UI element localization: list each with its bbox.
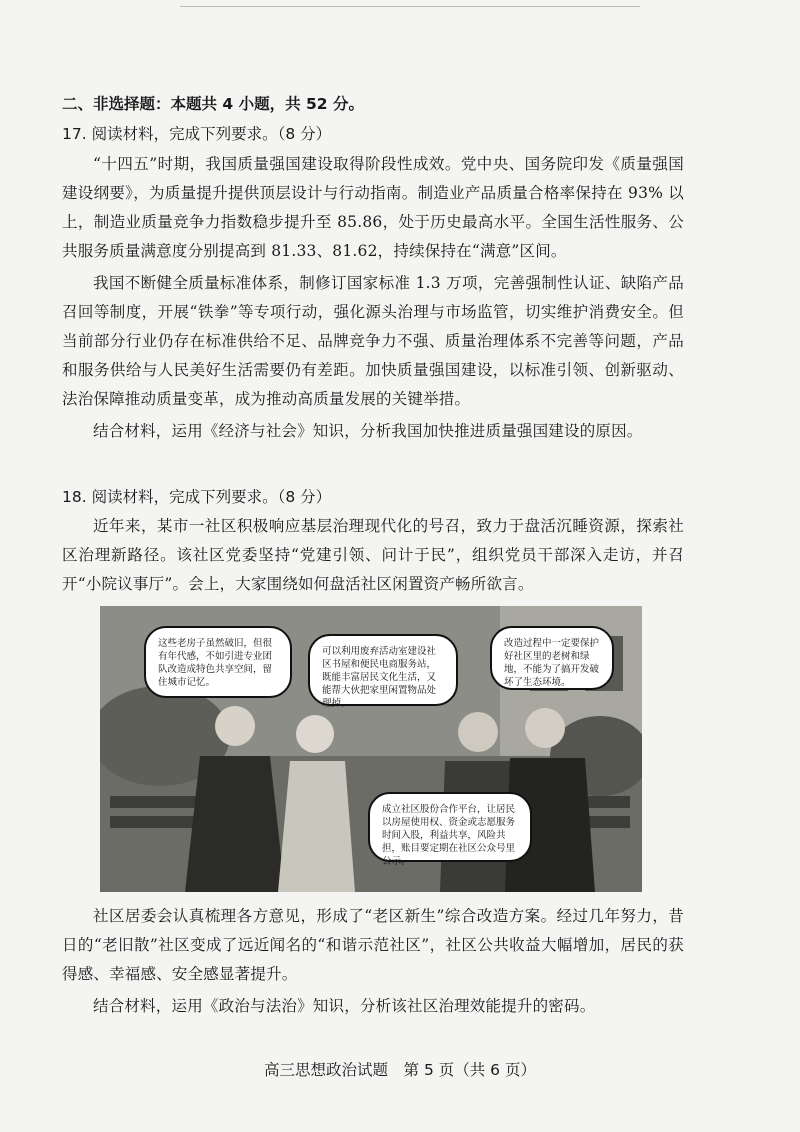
question-18-title: 18. 阅读材料，完成下列要求。（8 分） — [62, 488, 332, 506]
community-meeting-illustration — [100, 606, 642, 892]
speech-bubble-2: 可以利用废弃活动室建设社区书屋和便民电商服务站，既能丰富居民文化生活，又能帮大伙把家里闲置物品处理掉。 — [308, 634, 458, 706]
page-footer: 高三思想政治试题 第 5 页（共 6 页） — [264, 1061, 536, 1079]
q17-question: 结合材料，运用《经济与社会》知识，分析我国加快推进质量强国建设的原因。 — [93, 422, 643, 440]
question-18-material — [62, 512, 684, 599]
q18-paragraph-2: 社区居委会认真梳理各方意见，形成了“老区新生”综合改造方案。经过几年努力，昔日的“老旧散”社区变成了远近闻名的“和谐示范社区”，社区公共收益大幅增加，居民的获得感、幸福感、安全感显著提升。 — [62, 907, 684, 983]
speech-bubble-1: 这些老房子虽然破旧，但很有年代感，不如引进专业团队改造成特色共享空间，留住城市记忆。 — [144, 626, 292, 698]
question-17-material — [62, 150, 684, 446]
question-18-material-continued — [62, 902, 684, 1021]
q18-paragraph-1: 近年来，某市一社区积极响应基层治理现代化的号召，致力于盘活沉睡资源，探索社区治理新路径。该社区党委坚持“党建引领、问计于民”，组织党员干部深入走访，并召开“小院议事厅”。会上，大家围绕如何盘活社区闲置资产畅所欲言。 — [62, 517, 684, 593]
section-title: 二、非选择题：本题共 4 小题，共 52 分。 — [62, 95, 364, 113]
speech-bubble-3: 改造过程中一定要保护好社区里的老树和绿地，不能为了搞开发破坏了生态环境。 — [490, 626, 614, 690]
q17-paragraph-2: 我国不断健全质量标准体系，制修订国家标准 1.3 万项，完善强制性认证、缺陷产品召回等制度，开展“铁拳”等专项行动，强化源头治理与市场监管，切实维护消费安全。但当前部分行业仍存在标准供给不足、品牌竞争力不强、质量治理体系不完善等问题，产品和服务供给与人民美好生活需要仍有差距。加快质量强国建设，以标准引领、创新驱动、法治保障推动质量变革，成为推动高质量发展的关键举措。 — [62, 274, 684, 408]
q17-paragraph-1: “十四五”时期，我国质量强国建设取得阶段性成效。党中央、国务院印发《质量强国建设纲要》，为质量提升提供顶层设计与行动指南。制造业产品质量合格率保持在 93% 以上，制造业质量竞争力指数稳步提升至 85.86，处于历史最高水平。全国生活性服务、公共服务质量满意度分别提高到 81.33、81.62，持续保持在“满意”区间。 — [62, 155, 684, 260]
q18-question: 结合材料，运用《政治与法治》知识，分析该社区治理效能提升的密码。 — [93, 997, 596, 1015]
question-17-title: 17. 阅读材料，完成下列要求。（8 分） — [62, 125, 332, 143]
speech-bubble-4: 成立社区股份合作平台，让居民以房屋使用权、资金或志愿服务时间入股，利益共享，风险共担，账目要定期在社区公众号里公示。 — [368, 792, 532, 862]
top-rule — [180, 6, 640, 7]
